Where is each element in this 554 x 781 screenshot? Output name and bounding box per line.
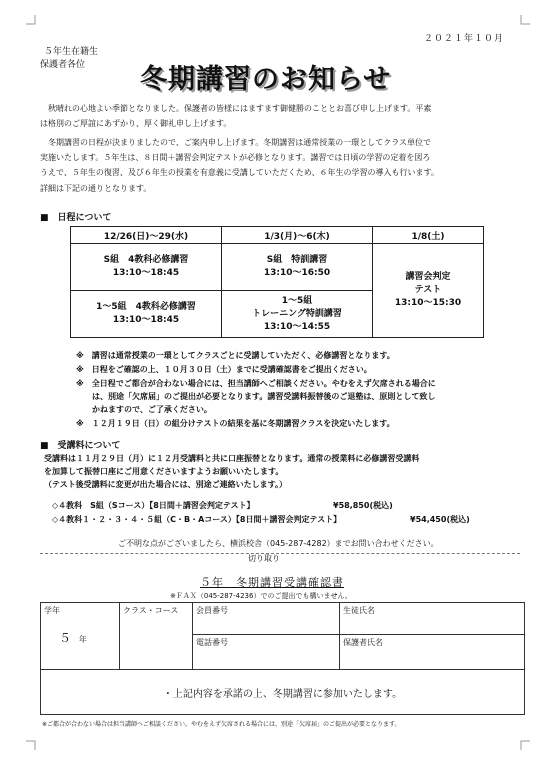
schedule-col-header-3: 1/8(土) bbox=[373, 227, 484, 244]
page-title: 冬期講習のお知らせ bbox=[140, 64, 392, 95]
confirmation-form bbox=[40, 602, 525, 715]
guardian-name-label: 保護者氏名 bbox=[343, 638, 383, 648]
consent-cell bbox=[41, 670, 525, 715]
note-1: ※ 講習は通常授業の一環としてクラスごとに受講していただく、必修講習となります。 bbox=[76, 351, 395, 360]
schedule-cell-judgment-test bbox=[373, 244, 484, 338]
grade-label: 学年 bbox=[44, 606, 60, 615]
phone-number-label: 電話番号 bbox=[196, 638, 228, 648]
schedule-cell-time: 13:10〜16:50 bbox=[263, 268, 331, 278]
recipient-line-1: ５年生在籍生 bbox=[44, 47, 99, 57]
grade-unit: 年 bbox=[78, 635, 87, 644]
schedule-cell-time: 13:10〜18:45 bbox=[112, 315, 180, 325]
fax-note: ※ＦＡＸ（045-287-4236）でのご提出でも構いません。 bbox=[170, 592, 352, 600]
schedule-cell-time: 13:10〜15:30 bbox=[394, 298, 462, 308]
intro-line-4: 実施いたします。５年生は、８日間＋講習会判定テストが必修となります。講習では日頃の学習の定着を図ろ bbox=[40, 153, 431, 162]
fees-heading: ■ 受講料について bbox=[40, 441, 121, 451]
corner-mark-tl bbox=[26, 15, 36, 25]
schedule-cell-s-class-required bbox=[71, 244, 222, 291]
recipient-line-2: 保護者各位 bbox=[40, 60, 86, 70]
fees-line-2: を加算して振替口座にご用意くださいますようお願いいたします。 bbox=[44, 467, 284, 476]
schedule-cell-time: 13:10〜18:45 bbox=[112, 268, 180, 278]
corner-mark-bl bbox=[26, 740, 36, 750]
price-s-amount: ¥58,850(税込) bbox=[333, 501, 393, 510]
schedule-col-header-2: 1/3(月)〜6(木) bbox=[222, 227, 373, 244]
fees-line-1: 受講料は１１月２９日（月）に１２月受講料と共に口座振替となります。通常の授業料に必修講習受講料 bbox=[44, 454, 420, 463]
class-course-cell[interactable] bbox=[120, 603, 193, 670]
intro-line-2: は格別のご厚誼にあずかり、厚く御礼申し上げます。 bbox=[40, 119, 232, 128]
student-name-cell[interactable] bbox=[340, 603, 525, 635]
schedule-cell-text: テスト bbox=[414, 285, 442, 295]
form-title: ５年 冬期講習受講確認書 bbox=[200, 576, 344, 589]
schedule-heading: ■ 日程について bbox=[40, 213, 112, 223]
corner-mark-tr bbox=[520, 15, 530, 25]
schedule-cell-1-5-required bbox=[71, 291, 222, 338]
guardian-name-cell[interactable] bbox=[340, 635, 525, 670]
student-name-label: 生徒氏名 bbox=[343, 606, 375, 615]
schedule-cell-1-5-training bbox=[222, 291, 373, 338]
schedule-col-header-1: 12/26(日)〜29(水) bbox=[71, 227, 222, 244]
member-number-cell[interactable] bbox=[193, 603, 340, 635]
form-footnote: ※ご都合が合わない場合は担当講師へご相談ください。やむをえず欠席される場合には、別途「欠席届」のご提出が必要となります。 bbox=[42, 721, 401, 728]
price-1-5-amount: ¥54,450(税込) bbox=[410, 515, 470, 524]
note-3-line-2: は、別途「欠席届」のご提出が必要となります。講習受講料振替後のご退塾は、原則として致し bbox=[92, 392, 436, 401]
note-2: ※ 日程をご確認の上、１０月３０日（土）までに受講確認書をご提出ください。 bbox=[76, 365, 372, 374]
schedule-cell-text: 1〜5組 4教科必修講習 bbox=[96, 302, 196, 312]
note-3-line-3: かねますので、ご了承ください。 bbox=[92, 405, 212, 414]
intro-line-3: 冬期講習の日程が決まりましたので、ご案内申し上げます。冬期講習は通常授業の一環としてクラス単位で bbox=[48, 138, 431, 147]
price-s-label: ◇４教科 S組（Sコース）【8日間＋講習会判定テスト】 bbox=[52, 501, 255, 510]
corner-mark-br bbox=[520, 740, 530, 750]
member-number-label: 会員番号 bbox=[196, 606, 228, 615]
schedule-cell-text: トレーニング特訓講習 bbox=[252, 308, 342, 319]
schedule-cell-text: 講習会判定 bbox=[405, 272, 451, 282]
intro-line-6: 詳細は下記の通りとなります。 bbox=[40, 184, 152, 193]
note-3-line-1: ※ 全日程でご都合が合わない場合には、担当講師へご相談ください。やむをえず欠席される場合に bbox=[76, 379, 436, 388]
schedule-cell-time: 13:10〜14:55 bbox=[263, 321, 331, 332]
schedule-cell-text: S組 特訓講習 bbox=[266, 255, 328, 265]
cut-line bbox=[40, 553, 520, 554]
schedule-cell-s-class-special bbox=[222, 244, 373, 291]
document-date: ２０２１年１０月 bbox=[424, 34, 505, 44]
phone-number-cell[interactable] bbox=[193, 635, 340, 670]
schedule-table bbox=[70, 226, 484, 338]
intro-line-5: うえで、５年生の復習、及び６年生の授業を有意義に受講していただくため、６年生の学習の導入も行います。 bbox=[40, 168, 439, 177]
intro-line-1: 秋晴れの心地よい季節となりました。保護者の皆様にはますます御健勝のこととお喜び申し上げます。平素 bbox=[48, 104, 432, 113]
grade-value[interactable]: ５ bbox=[59, 631, 72, 645]
class-course-label: クラス・コース bbox=[123, 606, 179, 615]
contact-line: ご不明な点がございましたら、横浜校舎（045-287-4282）までお問い合わせください。 bbox=[118, 539, 439, 548]
price-1-5-label: ◇４教科１・２・３・４・５組（C・B・Aコース）【8日間＋講習会判定テスト】 bbox=[52, 515, 342, 524]
cut-label: 切り取り bbox=[248, 554, 280, 563]
schedule-cell-text: S組 4教科必修講習 bbox=[103, 255, 189, 265]
consent-text: ・上記内容を承諾の上、冬期講習に参加いたします。 bbox=[162, 688, 403, 700]
schedule-cell-text: 1〜5組 bbox=[281, 295, 313, 306]
fees-line-3: （テスト後受講料に変更が出た場合には、別途ご連絡いたします。） bbox=[44, 480, 288, 489]
grade-cell bbox=[41, 603, 120, 670]
note-4: ※ １２月１９日（日）の組分けテストの結果を基に冬期講習クラスを決定いたします。 bbox=[76, 419, 395, 428]
